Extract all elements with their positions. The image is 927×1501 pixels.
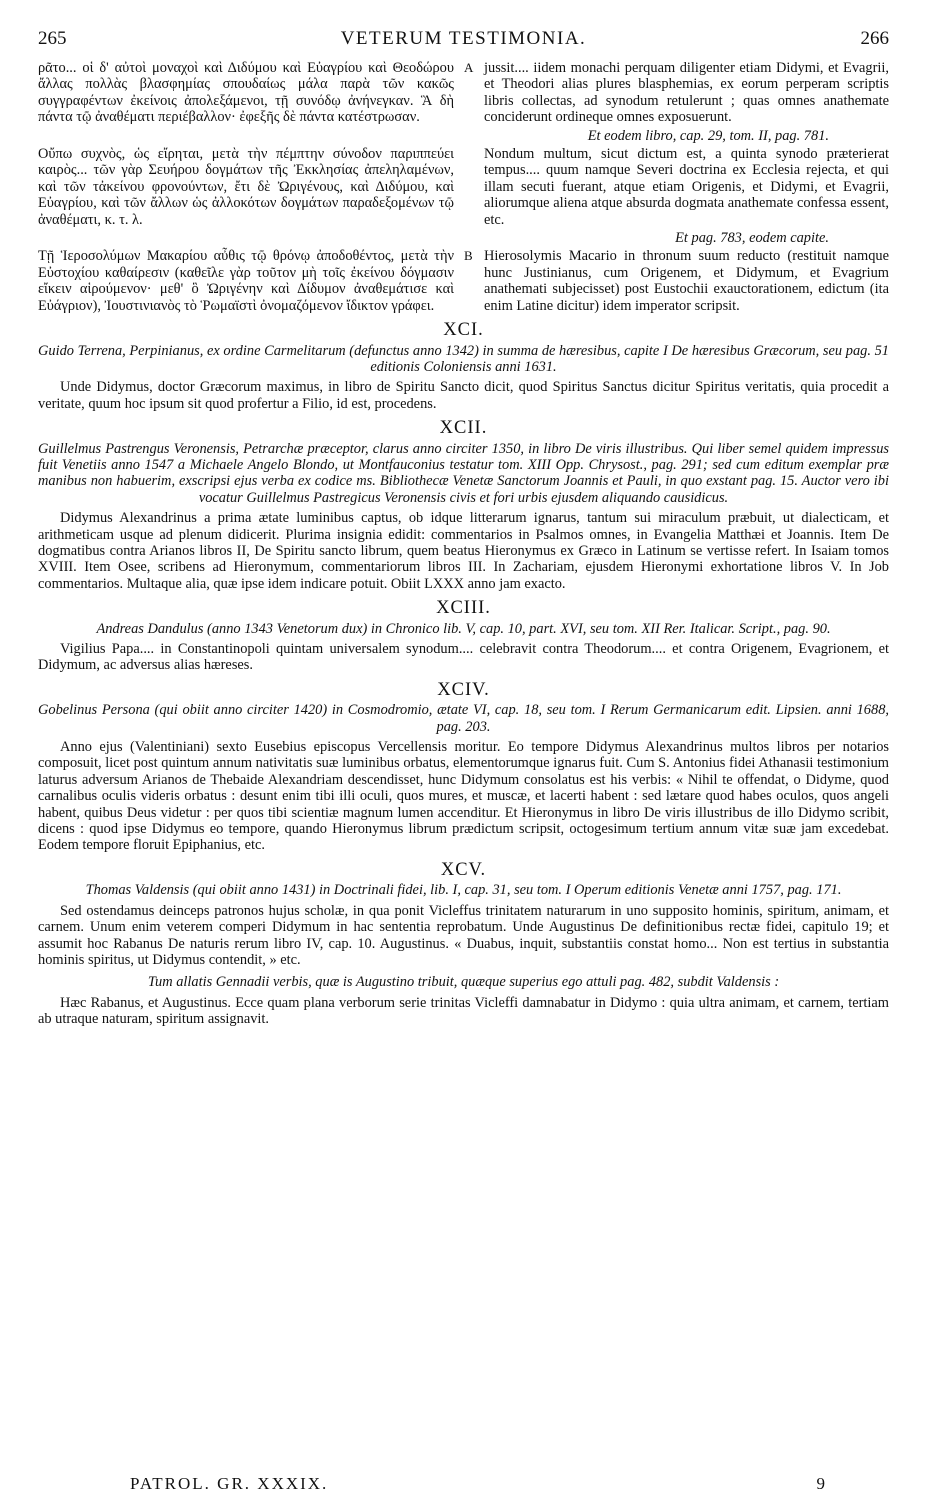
latin-column: jussit.... iidem monachi perquam diligenter etiam Didymi, et Evagrii, et Theodori alias plures blasphemias, ex eorum perperam scriptis libris collectas, ad synodum retulerunt ; quas omnes anathemate conciderunt ordineque omnes exposuerunt. [484,60,889,126]
reference-line: Et eodem libro, cap. 29, tom. II, pag. 781. [587,127,829,144]
parallel-block-1 [38,60,889,126]
running-header [38,28,889,52]
section-source: Tum allatis Gennadii verbis, quæ is Augustino tribuit, quæque superius ego attuli pag. 482, subdit Valdensis : [147,974,780,991]
section-text: Anno ejus (Valentiniani) sexto Eusebius episcopus Vercellensis moritur. Eo tempore Didymus Alexandrinus multos libros per notarios composuit, licet post quintum annum nativitatis suæ luminibus orbatus, elementorumque ignarus fuit. Cum S. Antonius fidei Athanasii testimonium laturus adversum Arianos de Thebaide Alexandriam descendisset, hunc Didymum consolatus est his verbis: « Nihil te offendat, o Didyme, quod carnalibus oculis videris orbatus : desunt enim tibi illi oculi, quos mures, et muscæ, et lacerti habent : sed lætare quod habes oculos, quos angeli habent, quibus Deus videtur : per quos tibi scientiæ magnum lumen accenditur. Et Hieronymus in libro De viris illustribus de illo Didymo scribit, dicens : quod ipse Didymus eo tempore, quando Hieronymus librum prædictum scripsit, octogesimum tertium annum vitæ suæ jam excedebat. Eodem tempore floruit Epiphanius, etc. [38,739,889,854]
page-number-left: 265 [38,28,67,49]
section-source: Andreas Dandulus (anno 1343 Venetorum dux) in Chronico lib. V, cap. 10, part. XVI, seu tom. XII Rer. Italicar. Script., pag. 90. [96,620,831,637]
footer-sheet-number: 9 [816,1474,827,1493]
reference-line: Et pag. 783, eodem capite. [675,230,829,247]
column-marker: A [464,60,474,75]
section-text: Sed ostendamus deinceps patronos hujus scholæ, in qua ponit Vicleffus trinitatem naturarum in uno supposito hominis, spiritum, animam, et carnem. Unum enim veterem comperi Didymum in hac sententia reprobatum. Unde Augustinus De definitionibus rectæ fidei, capitulo 19; et assumit hoc Rabanus De naturis rerum libro IV, cap. 10. Augustinus. « Duabus, inquit, substantiis constat homo... Non est tertius in substantia hominis spiritus, ut Didymus contendit, » etc. [38,902,889,968]
page-body [38,60,889,1028]
footer-signature: PATROL. GR. XXXIX. [130,1474,329,1493]
section-number: XCIII. [436,598,491,619]
section-source: Gobelinus Persona (qui obiit anno circiter 1420) in Cosmodromio, ætate VI, cap. 18, seu tom. I Rerum Germanicarum edit. Lipsien. anni 1688, pag. 203. [38,702,889,735]
section-text: Hæc Rabanus, et Augustinus. Ecce quam plana verborum serie trinitas Vicleffi damnabatur in Didymo : quia ultra animam, et carnem, tertiam ab utraque naturam, spiritum assignavit. [38,994,889,1028]
page-footer [130,1474,827,1494]
greek-column: Τῇ Ἱεροσολύμων Μακαρίου αὖθις τῷ θρόνῳ ἀποδοθέντος, μετὰ τὴν Εὐστοχίου καθαίρεσιν (καθεῖλε γὰρ τοῦτον μὴ τοῖς ἐκείνου δόγμασιν εἴκειν αἱρούμενον· μεθ' ὃ Ὠριγένην καὶ Δίδυμον ἀναθεμάτισε καὶ Εὐάγριον), Ἰουστινιανὸς τὸ Ῥωμαϊστὶ ὀνομαζόμενον ἴδικτον γράφει. [38,248,454,314]
latin-column: Hierosolymis Macario in thronum suum reducto (restituit namque hunc Justinianus, cum Origenem, et Didymum, et Evagrium anathemati subjecisset) post Eustochii exauctorationem, edictum (ita enim Latine dicitur) idem imperator scripsit. [484,248,889,314]
section-number: XCI. [443,320,484,341]
section-text: Vigilius Papa.... in Constantinopoli quintam universalem synodum.... celebravit contra Theodorum.... et contra Origenem, Evagrionem, et Didymum, ac adversus alias hæreses. [38,641,889,674]
parallel-block-3 [38,248,889,314]
section-source: Guido Terrena, Perpinianus, ex ordine Carmelitarum (defunctus anno 1342) in summa de hæresibus, capite I De hæresibus Græcorum, seu pag. 51 editionis Coloniensis anni 1631. [38,342,889,375]
section-text: Unde Didymus, doctor Græcorum maximus, in libro de Spiritu Sancto dicit, quod Spiritus Sanctus dicitur Spiritus veritatis, quia procedit a veritate, quum hoc ipsum sit quod profertur a Filio, id est, procedens. [38,379,889,412]
column-marker: B [464,248,473,264]
page-number-right: 266 [860,28,889,49]
section-number: XCIV. [437,679,490,700]
section-number: XCII. [439,418,488,439]
latin-column: Nondum multum, sicut dictum est, a quinta synodo præterierat tempus.... quum namque Severi doctrina ex Ecclesia rejecta, et qui illam secuti fuerant, atque etiam Origenis, et Didymi, et Evagrii, aliorumque aliena atque absurda dogmata anathemate confessa essent, etc. [484,146,889,228]
greek-column: ρᾶτο... οἱ δ' αὐτοὶ μοναχοὶ καὶ Διδύμου καὶ Εὐαγρίου καὶ Θεοδώρου ἄλλας πολλὰς βλασφημίας σπουδαίως μάλα παρὰ τῶν κακῶς συγγραφέντων ἐκείνοις ἀπολεξάμενοι, τῇ συνόδῳ ἀνήνεγκαν. Ἃ δὴ πάντα τῷ ἀναθέματι περιέβαλλον· ἐφεξῆς δὲ πάντα κατέστρωσαν. [38,60,454,126]
parallel-block-2 [38,146,889,228]
section-source: Thomas Valdensis (qui obiit anno 1431) in Doctrinali fidei, lib. I, cap. 31, seu tom. I Operum editionis Venetæ anni 1757, pag. 171. [85,882,842,899]
section-number: XCV. [440,859,487,880]
section-source: Guillelmus Pastrengus Veronensis, Petrarchæ præceptor, clarus anno circiter 1350, in libro De viris illustribus. Qui liber semel quidem impressus fuit Venetiis anno 1547 a Michaele Angelo Blondo, ut Montfauconius testatur tom. XIII Opp. Chrysost., pag. 291; sed cum editum exemplar præ manibus non habuerim, exscripsi ejus verba ex codice ms. Bibliothecæ Venetæ Sanctorum Joannis et Pauli, in quo exstant pag. 15. Auctor vero ibi vocatur Guillelmus Pastregicus Veronensis civis et fori urbis ejusdem aliquando causidicus. [38,440,889,506]
section-text: Didymus Alexandrinus a prima ætate luminibus captus, ob idque litterarum ignarus, tantum sui miraculum præbuit, ut dialecticam, et arithmeticam usque ad plenum didicerit. Plurima insignia edidit: commentarios in Psalmos omnes, in Evangelia Matthæi et Joannis. Item De dogmatibus contra Arianos libros II, De Spiritu sancto librum, quem beatus Hieronymus ex Græco in Latinum se vertisse refert. In Isaiam tomos XVIII. Item Osee, scribens ad Hieronymum, commentariorum libros III. In Zachariam, ejusdem Hieronymi exhortatione libros V. In Job commentarios. Multaque alia, quæ ipse idem indicare potuit. Obiit LXXX anno jam exacto. [38,510,889,592]
column-marker [464,146,474,228]
greek-column: Οὔπω συχνὸς, ὡς εἴρηται, μετὰ τὴν πέμπτην σύνοδον παριππεύει καιρὸς... τῶν γὰρ Σευήρου δογμάτων τῆς Ἐκκλησίας ἀπεληλαμένων, καὶ τῶν τἀκείνου φρονούντων, ἔτι δὲ Ὠριγένους, καὶ Διδύμου, καὶ Εὐαγρίου, καὶ τῶν ἄλλων ὡς ἀλλοκότων δογμάτων παραδεξομένων τῷ ἀναθέματι, κ. τ. λ. [38,146,454,228]
running-title: VETERUM TESTIMONIA. [340,28,587,49]
